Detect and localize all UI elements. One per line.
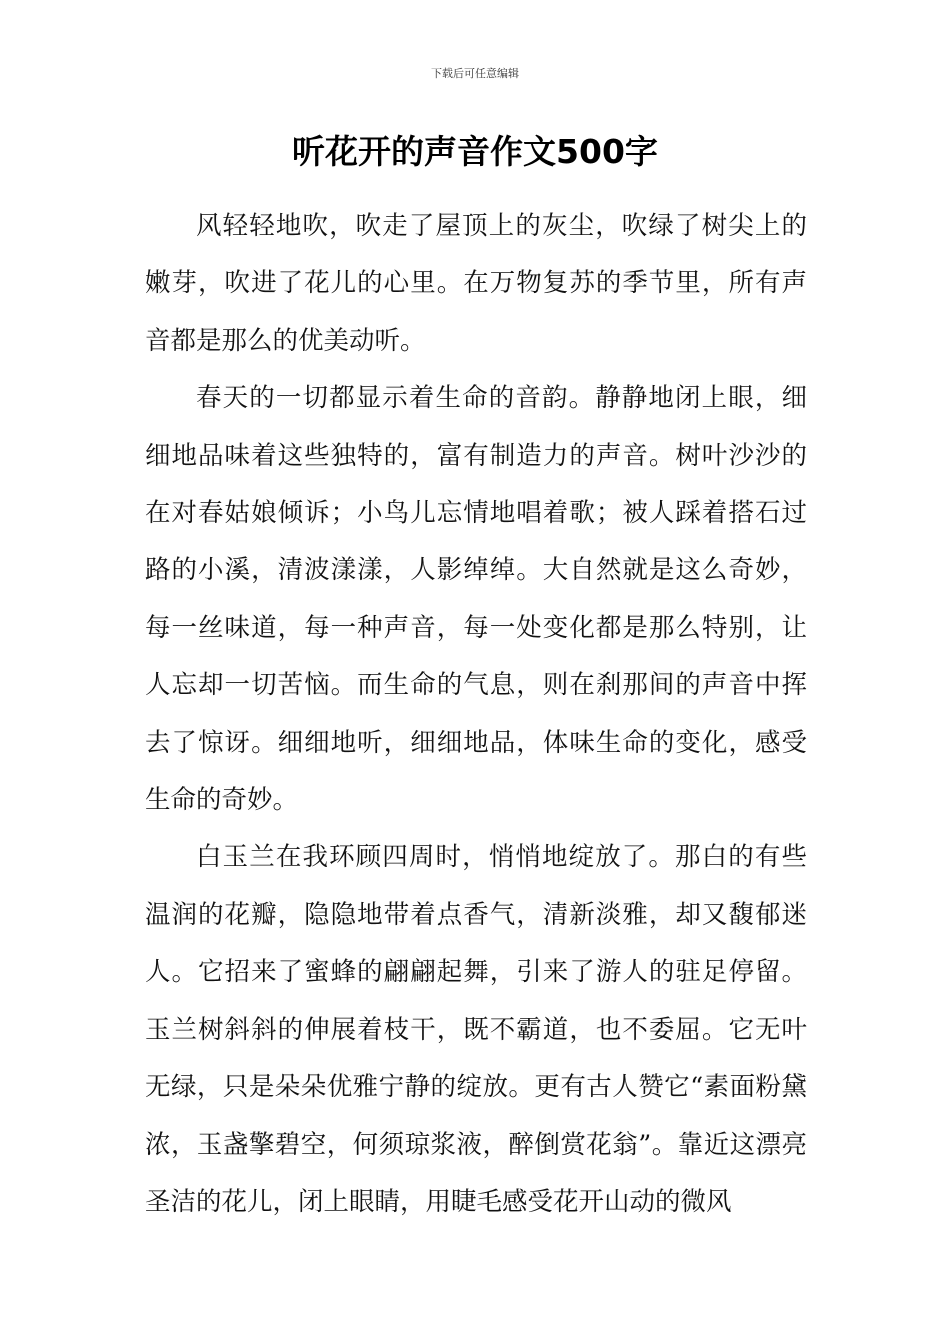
header-note: 下载后可任意编辑 — [431, 67, 519, 80]
paragraph-3: 白玉兰在我环顾四周时，悄悄地绽放了。那白的有些温润的花瓣，隐隐地带着点香气，清新淡雅，却又馥郁迷人。它招来了蜜蜂的翩翩起舞，引来了游人的驻足停留。玉兰树斜斜的伸展着枝干，既不霸道，也不委屈。它无叶无绿，只是朵朵优雅宁静的绽放。更有古人赞它“素面粉黛浓，玉盏擎碧空，何须琼浆液，醉倒赏花翁”。靠近这漂亮圣洁的花儿，闭上眼睛，用睫毛感受花开山动的微风 — [145, 842, 807, 1217]
paragraph-1: 风轻轻地吹，吹走了屋顶上的灰尘，吹绿了树尖上的嫩芽，吹进了花儿的心里。在万物复苏的季节里，所有声音都是那么的优美动听。 — [145, 211, 807, 356]
document-body — [145, 198, 807, 1231]
document-title: 听花开的声音作文500字 — [292, 132, 658, 171]
paragraph-2: 春天的一切都显示着生命的音韵。静静地闭上眼，细细地品味着这些独特的，富有制造力的声音。树叶沙沙的在对春姑娘倾诉；小鸟儿忘情地唱着歌；被人踩着搭石过路的小溪，清波漾漾，人影绰绰。大自然就是这么奇妙，每一丝味道，每一种声音，每一处变化都是那么特别，让人忘却一切苦恼。而生命的气息，则在刹那间的声音中挥去了惊讶。细细地听，细细地品，体味生命的变化，感受生命的奇妙。 — [145, 383, 807, 816]
